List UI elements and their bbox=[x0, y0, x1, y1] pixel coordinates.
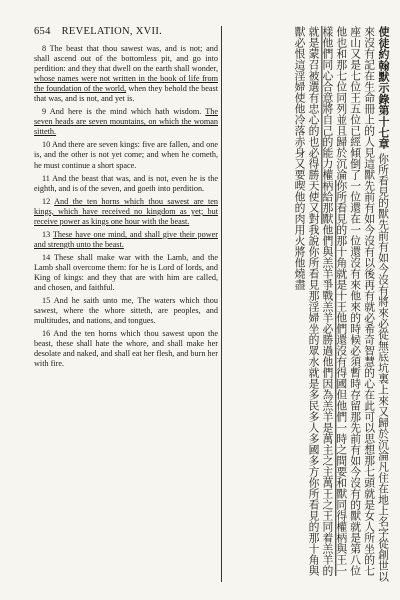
chinese-passage: 智慧的心在此可以思想那七頭就是女人所坐的七座山又是七位王五位已經傾倒了一位還在一位還沒有來他來的時候必須暫時存留 bbox=[349, 26, 377, 576]
verse-number: 16 bbox=[42, 329, 51, 339]
verse-text: The seven heads are seven mountains, on which the woman sitteth. bbox=[34, 107, 218, 137]
running-title: REVELATION, XVII. bbox=[61, 26, 163, 37]
verse-number: 13 bbox=[42, 229, 51, 239]
verse-text: And he saith unto me, The waters which thou sawest, where the whore sitteth, are peoples, and multitudes, and nations, and tongues. bbox=[34, 296, 218, 326]
chinese-passage: 那先前有如今沒有的獸就是第八位他也和那七位同列並且歸於沉淪 bbox=[335, 26, 363, 576]
chinese-passage: 你所看見的那十角與獸必恨這淫婦使他冷落赤身又要喫他的肉用火將他燒盡 bbox=[293, 26, 321, 576]
english-verse bbox=[34, 329, 218, 369]
english-column bbox=[34, 44, 218, 372]
chinese-chapter-title: 使徒約翰默示錄第十七章 bbox=[377, 26, 390, 150]
english-verse bbox=[34, 140, 218, 170]
verse-number: 12 bbox=[42, 196, 51, 206]
verse-number: 9 bbox=[42, 107, 47, 117]
page-header bbox=[34, 26, 162, 37]
verse-number: 11 bbox=[42, 173, 50, 183]
verse-text: And here is the mind which hath wisdom. bbox=[49, 107, 206, 117]
page-number: 654 bbox=[34, 26, 51, 37]
english-verse bbox=[34, 197, 218, 227]
verse-number: 15 bbox=[42, 296, 51, 306]
verse-number: 14 bbox=[42, 252, 51, 262]
verse-text: And the beast that was, and is not, even he is the eighth, and is of the seven, and goeth into perdition. bbox=[34, 173, 218, 193]
verse-text: The beast that thou sawest was, and is not; and shall ascend out of the bottomless pit, and go into perdition: and they that dwell on the earth shall wonder, bbox=[34, 44, 218, 74]
english-verse bbox=[34, 44, 218, 104]
column-divider bbox=[221, 26, 222, 582]
chinese-passage: 天使又對我說你所看見那淫婦坐的眾水就是多民多人多國多方 bbox=[307, 180, 321, 477]
verse-text: These shall make war with the Lamb, and the Lamb shall overcome them: for he is Lord of lords, and King of kings: and they that are with him are called, and chosen, and faithful. bbox=[34, 252, 218, 293]
chinese-passage: 你所看見的獸先前有如今沒有將來必從無底坑裏上來又歸於沉淪凡住在地上名字從創世以來沒有記在生命冊上的人見這獸先前有如今沒有以後再有就必希奇 bbox=[363, 26, 390, 582]
english-verse bbox=[34, 296, 218, 326]
verse-text: when they behold the beast that was, and is not, and yet is. bbox=[34, 84, 218, 104]
chinese-passage: 你所看見的那十角就是十王他們還沒有得國但他們一時之間要和獸同得權柄與王一樣 bbox=[321, 26, 349, 576]
chinese-passage: 他們與羔羊爭戰羔羊必勝過他們因為羔羊是萬主之主萬王之王同着羔羊的就是蒙召被選有忠心的也必得勝 bbox=[307, 26, 335, 576]
verse-number: 8 bbox=[42, 44, 47, 53]
english-verse bbox=[34, 107, 218, 137]
chinese-column bbox=[226, 26, 390, 586]
english-verse bbox=[34, 253, 218, 293]
english-verse bbox=[34, 230, 218, 250]
verse-number: 10 bbox=[42, 140, 51, 150]
english-verse bbox=[34, 174, 218, 194]
verse-text: whose names were not written in the book of life from the foundation of the world, bbox=[34, 74, 218, 94]
verse-text: These have one mind, and shall give their power and strength unto the beast. bbox=[34, 229, 218, 249]
chinese-passage: 他們同心合意將自己的能力權柄給那獸 bbox=[321, 37, 335, 224]
verse-text: And there are seven kings: five are fallen, and one is, and the other is not yet come; and when he cometh, he must continue a short space. bbox=[34, 140, 218, 170]
verse-text: And the ten horns which thou sawest are ten kings, which have received no kingdom as yet; but receive power as kings one hour with the beast. bbox=[34, 196, 218, 226]
verse-text: And the ten horns which thou sawest upon the beast, these shall hate the whore, and shall make her desolate and naked, and shall eat her flesh, and burn her with fire. bbox=[34, 329, 218, 369]
